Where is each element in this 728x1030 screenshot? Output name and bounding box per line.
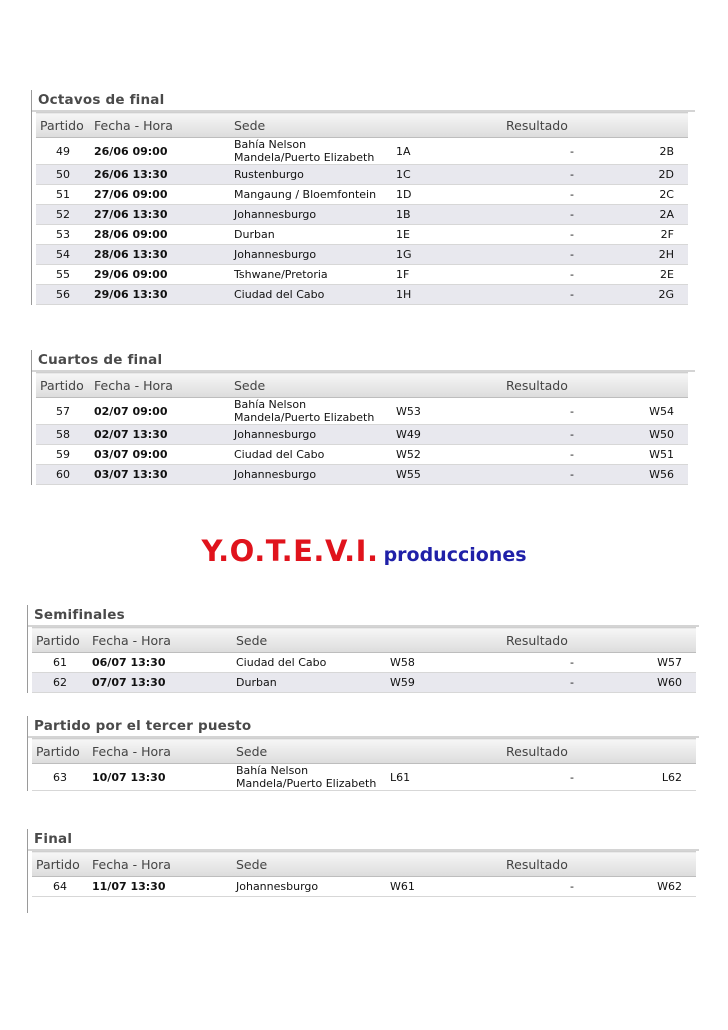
match-result: -	[502, 225, 642, 245]
match-number: 55	[36, 265, 90, 285]
match-home-team: 1G	[392, 245, 502, 265]
match-datetime: 29/06 13:30	[90, 285, 230, 305]
match-result: -	[502, 185, 642, 205]
match-result: -	[502, 673, 642, 693]
match-result: -	[502, 764, 642, 791]
match-number: 62	[32, 673, 88, 693]
match-datetime: 26/06 09:00	[90, 138, 230, 165]
match-result: -	[502, 165, 642, 185]
col-home	[392, 113, 502, 138]
match-datetime: 27/06 13:30	[90, 205, 230, 225]
match-venue: Johannesburgo	[230, 245, 392, 265]
col-sede: Sede	[232, 852, 386, 877]
col-fecha: Fecha - Hora	[88, 739, 232, 764]
brand-name: Y.O.T.E.V.I.	[201, 534, 379, 568]
match-home-team: W49	[392, 425, 502, 445]
table-header-row	[36, 113, 688, 138]
col-partido: Partido	[32, 852, 88, 877]
match-away-team: W54	[642, 398, 688, 425]
brand-suffix: producciones	[383, 544, 527, 566]
match-away-team: W56	[642, 465, 688, 485]
match-venue: Johannesburgo	[232, 877, 386, 897]
match-venue: Bahía Nelson Mandela/Puerto Elizabeth	[230, 138, 392, 165]
col-partido: Partido	[32, 739, 88, 764]
col-sede: Sede	[230, 373, 392, 398]
match-home-team: W52	[392, 445, 502, 465]
section-final	[27, 829, 699, 913]
match-datetime: 11/07 13:30	[88, 877, 232, 897]
col-home	[386, 852, 502, 877]
match-number: 53	[36, 225, 90, 245]
match-venue: Tshwane/Pretoria	[230, 265, 392, 285]
match-home-team: W55	[392, 465, 502, 485]
matches-table	[32, 738, 696, 791]
match-row	[36, 245, 688, 265]
match-number: 50	[36, 165, 90, 185]
match-number: 54	[36, 245, 90, 265]
match-venue: Ciudad del Cabo	[230, 445, 392, 465]
match-result: -	[502, 138, 642, 165]
match-datetime: 03/07 13:30	[90, 465, 230, 485]
match-row	[32, 764, 696, 791]
section-title: Cuartos de final	[32, 350, 695, 372]
section-octavos	[31, 90, 695, 305]
match-result: -	[502, 398, 642, 425]
match-number: 57	[36, 398, 90, 425]
brand-banner	[0, 534, 728, 568]
match-result: -	[502, 465, 642, 485]
table-header-row	[32, 628, 696, 653]
table-header-row	[36, 373, 688, 398]
section-title: Final	[28, 829, 699, 851]
col-sede: Sede	[232, 628, 386, 653]
match-number: 56	[36, 285, 90, 305]
col-home	[386, 739, 502, 764]
table-body	[32, 764, 696, 791]
match-number: 64	[32, 877, 88, 897]
table-header-row	[32, 739, 696, 764]
match-datetime: 27/06 09:00	[90, 185, 230, 205]
match-away-team: 2C	[642, 185, 688, 205]
match-venue: Durban	[232, 673, 386, 693]
match-venue: Ciudad del Cabo	[232, 653, 386, 673]
col-home	[392, 373, 502, 398]
table-body	[36, 398, 688, 485]
section-title: Semifinales	[28, 605, 699, 627]
match-home-team: 1F	[392, 265, 502, 285]
col-partido: Partido	[36, 113, 90, 138]
matches-table	[36, 372, 688, 485]
match-away-team: 2F	[642, 225, 688, 245]
match-home-team: 1H	[392, 285, 502, 305]
match-result: -	[502, 425, 642, 445]
col-fecha: Fecha - Hora	[88, 852, 232, 877]
section-semifinales	[27, 605, 699, 693]
col-away	[642, 113, 688, 138]
match-number: 59	[36, 445, 90, 465]
match-datetime: 28/06 09:00	[90, 225, 230, 245]
match-home-team: W61	[386, 877, 502, 897]
col-sede: Sede	[230, 113, 392, 138]
match-number: 61	[32, 653, 88, 673]
match-away-team: W60	[642, 673, 696, 693]
match-row	[36, 185, 688, 205]
match-datetime: 02/07 13:30	[90, 425, 230, 445]
matches-table	[32, 627, 696, 693]
section-title: Octavos de final	[32, 90, 695, 112]
col-partido: Partido	[36, 373, 90, 398]
match-home-team: 1A	[392, 138, 502, 165]
match-datetime: 28/06 13:30	[90, 245, 230, 265]
match-venue: Johannesburgo	[230, 465, 392, 485]
match-result: -	[502, 653, 642, 673]
match-row	[36, 165, 688, 185]
match-away-team: W57	[642, 653, 696, 673]
match-row	[32, 653, 696, 673]
match-home-team: 1D	[392, 185, 502, 205]
match-result: -	[502, 285, 642, 305]
match-row	[32, 673, 696, 693]
match-row	[36, 138, 688, 165]
matches-table	[36, 112, 688, 305]
match-home-team: W58	[386, 653, 502, 673]
table-body	[32, 653, 696, 693]
match-datetime: 06/07 13:30	[88, 653, 232, 673]
match-result: -	[502, 445, 642, 465]
col-fecha: Fecha - Hora	[90, 113, 230, 138]
col-away	[642, 628, 696, 653]
col-resultado: Resultado	[502, 373, 642, 398]
col-away	[642, 373, 688, 398]
match-row	[36, 205, 688, 225]
section-cuartos	[31, 350, 695, 485]
match-datetime: 02/07 09:00	[90, 398, 230, 425]
table-body	[36, 138, 688, 305]
match-away-team: 2D	[642, 165, 688, 185]
match-row	[32, 877, 696, 897]
match-venue: Bahía Nelson Mandela/Puerto Elizabeth	[230, 398, 392, 425]
section-tercer-puesto	[27, 716, 699, 791]
col-fecha: Fecha - Hora	[88, 628, 232, 653]
match-number: 51	[36, 185, 90, 205]
match-venue: Mangaung / Bloemfontein	[230, 185, 392, 205]
match-away-team: 2H	[642, 245, 688, 265]
match-datetime: 10/07 13:30	[88, 764, 232, 791]
col-partido: Partido	[32, 628, 88, 653]
col-resultado: Resultado	[502, 628, 642, 653]
match-datetime: 29/06 09:00	[90, 265, 230, 285]
col-fecha: Fecha - Hora	[90, 373, 230, 398]
match-home-team: L61	[386, 764, 502, 791]
match-away-team: 2A	[642, 205, 688, 225]
col-resultado: Resultado	[502, 739, 642, 764]
match-away-team: W51	[642, 445, 688, 465]
match-number: 60	[36, 465, 90, 485]
match-home-team: 1E	[392, 225, 502, 245]
match-home-team: 1C	[392, 165, 502, 185]
col-away	[642, 852, 696, 877]
match-home-team: 1B	[392, 205, 502, 225]
match-result: -	[502, 205, 642, 225]
matches-table	[32, 851, 696, 897]
match-number: 49	[36, 138, 90, 165]
match-away-team: W50	[642, 425, 688, 445]
match-row	[36, 398, 688, 425]
col-resultado: Resultado	[502, 113, 642, 138]
match-result: -	[502, 265, 642, 285]
match-result: -	[502, 245, 642, 265]
match-away-team: W62	[642, 877, 696, 897]
col-away	[642, 739, 696, 764]
match-number: 63	[32, 764, 88, 791]
match-venue: Johannesburgo	[230, 425, 392, 445]
match-row	[36, 445, 688, 465]
match-home-team: W53	[392, 398, 502, 425]
match-row	[36, 285, 688, 305]
match-row	[36, 225, 688, 245]
match-row	[36, 425, 688, 445]
match-row	[36, 465, 688, 485]
match-away-team: L62	[642, 764, 696, 791]
match-venue: Durban	[230, 225, 392, 245]
match-away-team: 2G	[642, 285, 688, 305]
col-home	[386, 628, 502, 653]
section-title: Partido por el tercer puesto	[28, 716, 699, 738]
match-home-team: W59	[386, 673, 502, 693]
match-away-team: 2B	[642, 138, 688, 165]
match-venue: Ciudad del Cabo	[230, 285, 392, 305]
match-row	[36, 265, 688, 285]
match-venue: Johannesburgo	[230, 205, 392, 225]
match-away-team: 2E	[642, 265, 688, 285]
match-datetime: 03/07 09:00	[90, 445, 230, 465]
match-number: 52	[36, 205, 90, 225]
table-body	[32, 877, 696, 897]
match-venue: Bahía Nelson Mandela/Puerto Elizabeth	[232, 764, 386, 791]
col-sede: Sede	[232, 739, 386, 764]
col-resultado: Resultado	[502, 852, 642, 877]
match-datetime: 26/06 13:30	[90, 165, 230, 185]
match-venue: Rustenburgo	[230, 165, 392, 185]
match-result: -	[502, 877, 642, 897]
table-header-row	[32, 852, 696, 877]
match-number: 58	[36, 425, 90, 445]
match-datetime: 07/07 13:30	[88, 673, 232, 693]
